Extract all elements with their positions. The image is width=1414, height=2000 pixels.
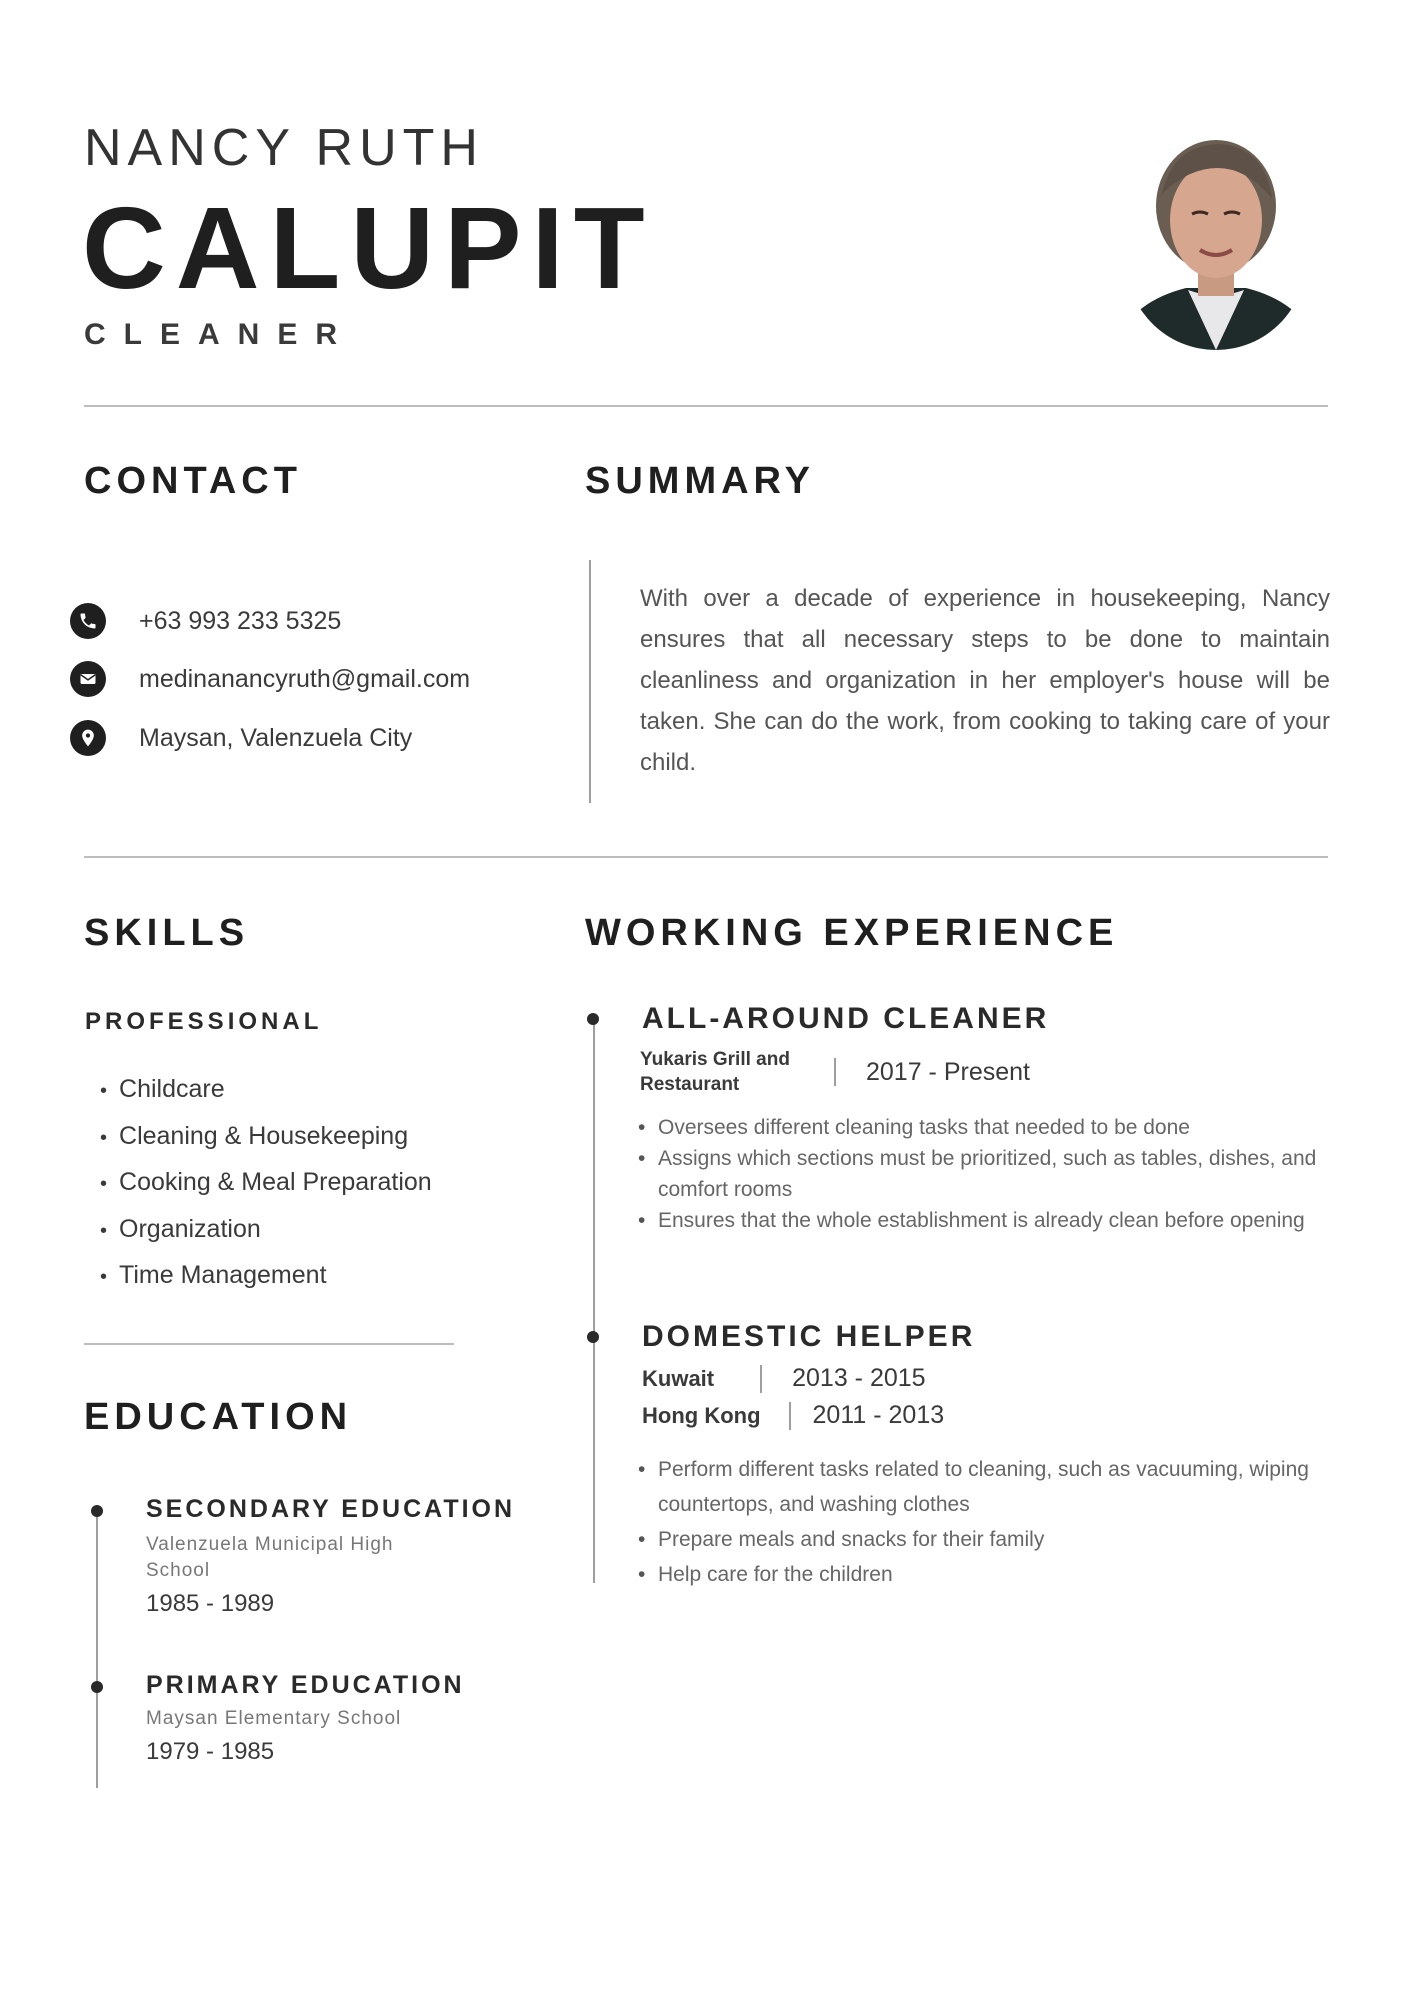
education-entry-primary <box>146 1671 526 1766</box>
job-bullets <box>638 1452 1318 1592</box>
education-school: Valenzuela Municipal High School <box>146 1534 394 1581</box>
job-title: CLEANER <box>84 318 356 351</box>
job-location: Hong Kong <box>642 1403 761 1428</box>
job-company: Yukaris Grill and Restaurant <box>640 1049 790 1095</box>
timeline-dot <box>91 1505 103 1517</box>
timeline-dot <box>91 1681 103 1693</box>
education-heading: EDUCATION <box>84 1396 353 1438</box>
last-name: CALUPIT <box>82 183 655 313</box>
mid-divider <box>84 856 1328 858</box>
skills-divider <box>84 1343 454 1345</box>
skill-item: • Childcare <box>100 1066 432 1113</box>
contact-email-row <box>70 659 470 699</box>
summary-divider <box>589 560 591 803</box>
job-bullets <box>638 1112 1318 1236</box>
education-timeline <box>96 1505 98 1788</box>
contact-phone-row <box>70 601 341 641</box>
summary-heading: SUMMARY <box>585 460 815 502</box>
education-years: 1985 - 1989 <box>146 1590 275 1617</box>
job-years: 2017 - Present <box>866 1057 1030 1086</box>
education-title: SECONDARY EDUCATION <box>146 1495 516 1523</box>
separator <box>789 1402 791 1430</box>
skills-list <box>100 1066 432 1299</box>
skill-item: • Cooking & Meal Preparation <box>100 1159 432 1206</box>
separator <box>834 1058 836 1086</box>
education-title: PRIMARY EDUCATION <box>146 1671 465 1699</box>
contact-address-row <box>70 718 412 758</box>
skills-heading: SKILLS <box>84 912 250 954</box>
job-location: Kuwait <box>642 1366 715 1391</box>
job-bullet: • Perform different tasks related to cleaning, such as vacuuming, wiping countertops, and washing clothes <box>638 1452 1318 1522</box>
job-location-row <box>642 1401 944 1430</box>
job-bullet: • Oversees different cleaning tasks that needed to be done <box>638 1112 1318 1143</box>
contact-email[interactable]: medinanancyruth@gmail.com <box>139 664 471 693</box>
job-years: 2013 - 2015 <box>792 1364 926 1392</box>
summary-text: With over a decade of experience in housekeeping, Nancy ensures that all necessary steps to be done to maintain cleanliness and organization in her employer's house will be taken. She can do the work, from cooking to taking care of your child. <box>640 585 1330 776</box>
location-pin-icon <box>70 720 106 756</box>
skill-item: • Cleaning & Housekeeping <box>100 1113 432 1160</box>
job-title: ALL-AROUND CLEANER <box>642 1002 1050 1035</box>
job-bullet: • Help care for the children <box>638 1557 1318 1592</box>
job-bullet: • Ensures that the whole establishment is already clean before opening <box>638 1205 1318 1236</box>
contact-heading: CONTACT <box>84 460 302 502</box>
timeline-dot <box>587 1331 599 1343</box>
job-title: DOMESTIC HELPER <box>642 1320 976 1353</box>
education-entry-secondary <box>146 1495 526 1618</box>
separator <box>760 1365 762 1393</box>
contact-address: Maysan, Valenzuela City <box>139 723 413 752</box>
first-name: NANCY RUTH <box>84 119 484 177</box>
skill-item: • Organization <box>100 1206 432 1253</box>
contact-phone[interactable]: +63 993 233 5325 <box>139 606 342 635</box>
job-location-row <box>642 1364 926 1393</box>
phone-icon <box>70 603 106 639</box>
header-divider <box>84 405 1328 407</box>
job-years: 2011 - 2013 <box>812 1401 945 1429</box>
skill-item: • Time Management <box>100 1252 432 1299</box>
education-years: 1979 - 1985 <box>146 1738 275 1765</box>
profile-photo <box>1126 128 1306 350</box>
job-bullet: • Assigns which sections must be prioritized, such as tables, dishes, and comfort rooms <box>638 1143 1318 1205</box>
email-icon <box>70 661 106 697</box>
experience-heading: WORKING EXPERIENCE <box>585 912 1119 954</box>
education-school: Maysan Elementary School <box>146 1708 402 1729</box>
job-bullet: • Prepare meals and snacks for their family <box>638 1522 1318 1557</box>
experience-timeline <box>593 1017 595 1583</box>
timeline-dot <box>587 1013 599 1025</box>
skills-subheading: PROFESSIONAL <box>85 1008 323 1035</box>
job-meta <box>640 1047 1030 1097</box>
